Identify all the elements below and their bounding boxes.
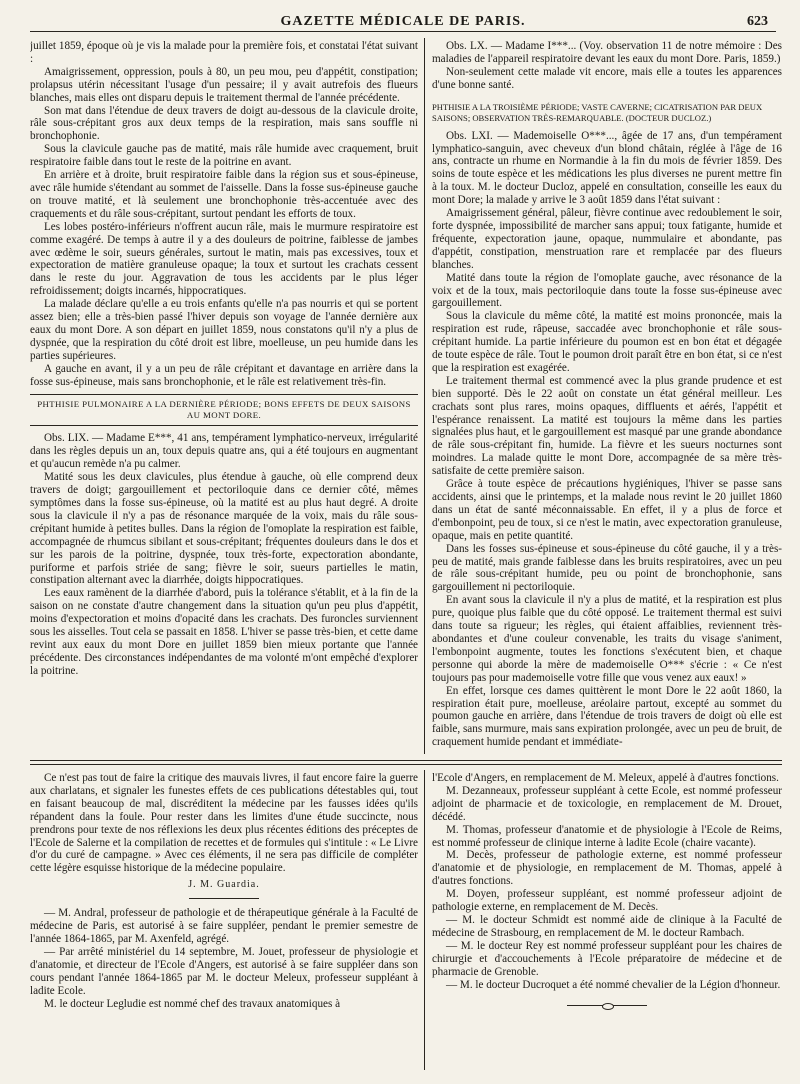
paragraph: juillet 1859, époque où je vis la malade pour la première fois, et constatai l'état suivant : [30,40,418,65]
observation-lx: Obs. LX. — Madame I***... (Voy. observation 11 de notre mémoire : Des maladies de l'appareil respiratoire devant les eaux du mont Dore. Paris, 1859.) [432,40,782,65]
paragraph: Ce n'est pas tout de faire la critique des mauvais livres, il faut encore faire la guerre aux charlatans, et signaler les funestes effets de ces publications détestables qui, tout en faisant beaucoup de mal, discréditent la médecine par les fausses idées qu'ils répandent dans la foule. Pour rester dans les limites d'une étude succincte, nous prendrons pour texte de nos réflexions les deux plus récentes éditions des préceptes de l'Ecole de Salerne et la compilation de recettes et de formules qui s'intitule : « Le Livre d'or du curé de campagne. » Avec ces éléments, il ne sera pas difficile de compléter cette légère esquisse historique de la médecine populaire. [30,772,418,875]
paragraph: A gauche en avant, il y a un peu de râle crépitant et davantage en arrière dans la fosse sus-épineuse, mais sans bronchophonie, et le râle est relativement très-fin. [30,362,418,388]
paragraph: Matité sous les deux clavicules, plus étendue à gauche, où elle comprend deux travers de doigt; gargouillement et pectoriloquie dans ce dernier côté, mêmes symptômes dans la fosse sus-épineuse, où la matité est au plus haut degré. A droite sous la clavicule il n'y a pas de résonance marquée de la voix, mais du râle sous-crépitant humide à petites bulles. Dans la région de l'omoplate la respiration est faible, accompagnée de rhumcus sibilant et sous-crépitant; fréquentes douleurs dans le dos et sur les parois de la poitrine, dyspnée, toux très-forte, expectoration abondante, puriforme et parfois striée de sang; fièvre le soir, sueurs partielles le matin, constipation alternant avec la diarrhée, doigts hippocratiques. [30,471,418,587]
paragraph: Non-seulement cette malade vit encore, mais elle a toutes les apparences d'une bonne santé. [432,65,782,91]
column-divider-bottom [424,770,425,1070]
divider [189,898,259,899]
paragraph: En arrière et à droite, bruit respiratoire faible dans la région sus et sous-épineuse, avec râle humide s'étendant au sommet de l'aisselle. Dans la fosse sus-épineuse gauche on trouve matité, et là seulement une bronchophonie très-accentuée avec des craquements et du râle sous-crépitant, surtout pendant les efforts de toux. [30,169,418,220]
paragraph: Sous la clavicule gauche pas de matité, mais râle humide avec craquement, bruit respiratoire faible dans tout le reste de la poitrine en avant. [30,143,418,169]
section-heading: PHTHISIE A LA TROISIÈME PÉRIODE; VASTE CAVERNE; CICATRISATION PAR DEUX SAISONS; OBSERVATION TRÈS-REMARQUABLE. (DOCTEUR DUCLOZ.) [432,101,763,123]
paragraph: Grâce à toute espèce de précautions hygiéniques, l'hiver se passe sans accidents, ainsi que le printemps, et la malade nous revint le 20 juillet 1860 dans un état de santé méconnaissable. En effet, il y a plus de force et d'embonpoint, peu de toux, si ce n'est le matin, avec expectoration granuleuse, opaque, mais en petite quantité. [432,478,782,542]
left-column-bottom [30,772,418,1072]
paragraph: La malade déclare qu'elle a eu trois enfants qu'elle n'a pas nourris et qui se portent assez bien; elle a très-bien passé l'hiver depuis son voyage de l'année dernière aux eaux du mont Dore. A son départ en juillet 1859, nous constatons qu'il n'y a plus de dyspnée, que la respiration du côté droit est libre, moelleuse, un peu humide dans les parties supérieures. [30,298,418,362]
paragraph: Amaigrissement général, pâleur, fièvre continue avec redoublement le soir, forte dyspnée, impossibilité de marcher sans appui; toux fatigante, humide et fréquente, expectoration jaune, opaque, nummulaire et abondante, pas d'appétit, constipation, menstruation rare et remplacée par des flueurs blanches. [432,207,782,271]
news-item: M. Dezanneaux, professeur suppléant à cette Ecole, est nommé professeur adjoint de pharmacie et de toxicologie, en remplacement de M. Drouet, décédé. [432,784,782,823]
page-number: 623 [747,14,768,29]
paragraph: Dans les fosses sus-épineuse et sous-épineuse du côté gauche, il y a très-peu de matité, mais grande faiblesse dans les bruits respiratoires, avec un peu de râle sous-crépitant humide, peu ou point de bronchophonie, sans gargouillement ni pectoriloquie. [432,542,782,594]
paragraph: En avant sous la clavicule il n'y a plus de matité, et la respiration est plus pure, quoique plus faible que du côté opposé. Le traitement thermal est suivi dans toute sa rigueur; les règles, qui étaient affaiblies, reviennent très-abondantes et d'une couleur convenable, les traits du visage s'animent, l'embonpoint augmente, toutes les fonctions s'exécutent bien, et chaque personne qui aborde la mère de mademoiselle O*** s'écrie : « Ce n'est toujours pas pour mademoiselle votre fille que vous venez aux eaux! » [432,594,782,684]
section-heading: PHTHISIE PULMONAIRE A LA DERNIÈRE PÉRIODE; BONS EFFETS DE DEUX SAISONS AU MONT DORE. [30,394,418,426]
news-item: — M. le docteur Schmidt est nommé aide de clinique à la Faculté de médecine de Strasbourg, en remplacement de M. le docteur Rambach. [432,913,782,939]
paragraph: Son mat dans l'étendue de deux travers de doigt au-dessous de la clavicule droite, râle sous-crépitant gros aux deux temps de la respiration, mais sans souffle ni bronchophonie. [30,104,418,143]
feuilleton-divider-second [30,764,782,765]
news-item: — M. le docteur Rey est nommé professeur suppléant pour les chaires de chirurgie et d'accouchements à l'Ecole préparatoire de médecine et de pharmacie de Grenoble. [432,939,782,978]
news-item: M. Doyen, professeur suppléant, est nommé professeur adjoint de pathologie externe, en remplacement de M. Decès. [432,888,782,914]
journal-title: GAZETTE MÉDICALE DE PARIS. [280,14,526,29]
paragraph: Amaigrissement, oppression, pouls à 80, un peu mou, peu d'appétit, constipation; prolapsus utérin nécessitant l'usage d'un pessaire; il y avait autrefois des flueurs blanches, mais elles ont disparu depuis le traitement thermal de l'année précédente. [30,65,418,104]
observation-lix: Obs. LIX. — Madame E***, 41 ans, tempérament lymphatico-nerveux, irrégularité dans les règles depuis un an, toux depuis quatre ans, qui a été toujours en augmentant et qu'aucun remède n'a pu calmer. [30,432,418,471]
feuilleton-divider [30,760,782,761]
paragraph: Sous la clavicule du même côté, la matité est moins prononcée, mais la respiration est rude, râpeuse, saccadée avec bronchophonie et râle sous-crépitant humide. La partie inférieure du poumon est en bon état et dégagée de toute espèce de râle. Tout le poumon droit paraît être en bon état, si ce n'est que la respiration est exagérée. [432,310,782,374]
news-item: — M. le docteur Ducroquet a été nommé chevalier de la Légion d'honneur. [446,978,781,991]
paragraph: Les lobes postéro-inférieurs n'offrent aucun râle, mais le murmure respiratoire est comme exagéré. De temps à autre il y a des douleurs de poitrine, faiblesse de jambes avec œdème le soir, sueurs générales, surtout le matin, mais pas excessives, toux et expectoration de matière granuleuse opaque; la toux et surtout les crachats cessent dans le reste du jour. Aggravation de tous les accidents par le plus léger refroidissement; doigts incarnés, hippocratiques. [30,220,418,298]
paragraph: En effet, lorsque ces dames quittèrent le mont Dore le 22 août 1860, la respiration était pure, moelleuse, aréolaire partout, excepté au sommet du poumon gauche en arrière, dans l'étendue de trois travers de doigt où elle est faible, sans murmure, mais sans expiration prolongée, avec un peu de bruit, de craquement humide pendant et immédiate- [432,684,782,749]
news-item: M. Thomas, professeur d'anatomie et de physiologie à l'Ecole de Reims, est nommé professeur de clinique interne à ladite Ecole (chaire vacante). [432,823,782,849]
observation-lxi: Obs. LXI. — Mademoiselle O***..., âgée de 17 ans, d'un tempérament lymphatico-sanguin, avec cheveux d'un blond châtain, réglée à l'âge de 16 ans, contracte un rhume en Normandie à la fin du mois de février 1859. Des soins de toute espèce et les médications les plus diverses ne purent mettre fin à la toux. M. le docteur Ducloz, appelé en consultation, conseille les eaux du mont Dore; la malade y arrive le 3 août 1859 dans l'état suivant : [432,129,782,207]
news-item: — M. Andral, professeur de pathologie et de thérapeutique générale à la Faculté de médecine de Paris, est autorisé à se faire suppléer, pendant le premier semestre de l'année 1864-1865, par M. Axenfeld, agrégé. [30,907,418,945]
paragraph: Les eaux ramènent de la diarrhée d'abord, puis la tolérance s'établit, et à la fin de la saison on ne constate d'autre changement dans la situation qu'un peu plus d'appétit, moins d'expectoration et moins d'opacité dans les crachats. Des furoncles surviennent sous les aisselles. Tout cela se passait en 1858. L'hiver se passe très-bien, et cette dame revint aux eaux du mont Dore en juillet 1859 bien mieux portante que l'année précédente. Des circonstances indépendantes de ma volonté m'ont empêché d'explorer la poitrine. [30,587,418,677]
left-column-top [30,40,418,752]
paragraph: Matité dans toute la région de l'omoplate gauche, avec résonance de la voix et de la toux, mais pectoriloquie dans toute la fosse sus-épineuse avec gargouillement. [432,271,782,310]
paragraph: Le traitement thermal est commencé avec la plus grande prudence et est bien supporté. Dès le 22 août on constate un état général meilleur. Les crachats sont plus rares, moins opaques, diffluents et aérés, l'appétit et l'espérance renaissent. La matité est toujours la même dans les parties signalées plus haut, et le gargouillement est masqué par une grande abondance de râle sous-crépitant fin, humide. La fièvre et les sueurs nocturnes sont moindres. La malade quitte le mont Dore, accompagnée de sa mère très-satisfaite de cette première saison. [432,374,782,478]
right-column-top [432,40,782,752]
news-item: M. Decès, professeur de pathologie externe, est nommé professeur d'anatomie et de physiologie, en remplacement de M. Thomas, appelé à d'autres fonctions. [432,849,782,888]
right-column-bottom [432,772,782,1072]
page-header [30,10,776,32]
ornamental-divider [567,1005,647,1009]
author-signature: J. M. Guardia. [188,879,260,891]
column-divider-top [424,38,425,754]
news-item: M. le docteur Legludie est nommé chef des travaux anatomiques à [44,997,341,1010]
news-item: l'Ecole d'Angers, en remplacement de M. Meleux, appelé à d'autres fonctions. [432,772,779,784]
news-item: — Par arrêté ministériel du 14 septembre, M. Jouet, professeur de physiologie et d'anatomie, et directeur de l'Ecole d'Angers, est autorisé à se faire suppléer dans son cours pendant l'année 1864-1865 par M. le docteur Meleux, professeur suppléant à ladite Ecole. [30,945,418,997]
